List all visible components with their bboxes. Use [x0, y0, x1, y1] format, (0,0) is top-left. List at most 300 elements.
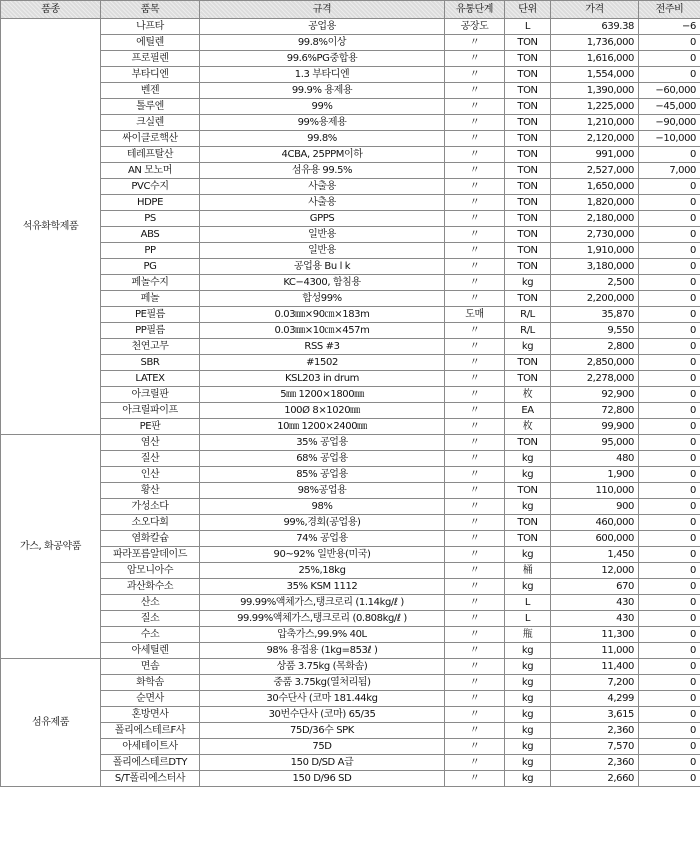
change-cell: 0: [639, 451, 700, 467]
table-row: [1, 179, 700, 195]
stage-cell: 〃: [445, 179, 505, 195]
item-cell: ABS: [101, 227, 200, 243]
price-cell: 1,210,000: [551, 115, 639, 131]
unit-cell: TON: [505, 51, 551, 67]
item-cell: PG: [101, 259, 200, 275]
unit-cell: TON: [505, 211, 551, 227]
price-cell: 3,180,000: [551, 259, 639, 275]
item-cell: 소오다회: [101, 515, 200, 531]
table-row: [1, 547, 700, 563]
stage-cell: 〃: [445, 291, 505, 307]
change-cell: 0: [639, 419, 700, 435]
table-row: [1, 403, 700, 419]
unit-cell: TON: [505, 147, 551, 163]
unit-cell: TON: [505, 179, 551, 195]
unit-cell: kg: [505, 691, 551, 707]
stage-cell: 〃: [445, 275, 505, 291]
spec-cell: 99.8%: [200, 131, 445, 147]
change-cell: 0: [639, 147, 700, 163]
stage-cell: 〃: [445, 115, 505, 131]
stage-cell: 〃: [445, 451, 505, 467]
unit-cell: TON: [505, 371, 551, 387]
spec-cell: 5㎜ 1200×1800㎜: [200, 387, 445, 403]
table-row: [1, 355, 700, 371]
unit-cell: TON: [505, 531, 551, 547]
change-cell: 0: [639, 531, 700, 547]
item-cell: 아세테이트사: [101, 739, 200, 755]
spec-cell: 합성99%: [200, 291, 445, 307]
price-cell: 2,120,000: [551, 131, 639, 147]
unit-cell: TON: [505, 67, 551, 83]
change-cell: 0: [639, 611, 700, 627]
stage-cell: 〃: [445, 579, 505, 595]
item-cell: 염산: [101, 435, 200, 451]
change-cell: 0: [639, 739, 700, 755]
unit-cell: TON: [505, 227, 551, 243]
change-cell: 0: [639, 483, 700, 499]
change-cell: −6: [639, 19, 700, 35]
price-cell: 2,730,000: [551, 227, 639, 243]
unit-cell: TON: [505, 163, 551, 179]
price-cell: 99,900: [551, 419, 639, 435]
stage-cell: 〃: [445, 627, 505, 643]
stage-cell: 〃: [445, 339, 505, 355]
stage-cell: 〃: [445, 771, 505, 787]
change-cell: 0: [639, 771, 700, 787]
table-row: [1, 643, 700, 659]
change-cell: −10,000: [639, 131, 700, 147]
change-cell: 0: [639, 643, 700, 659]
spec-cell: 74% 공업용: [200, 531, 445, 547]
table-row: [1, 211, 700, 227]
table-row: [1, 499, 700, 515]
unit-cell: kg: [505, 675, 551, 691]
spec-cell: 99%: [200, 99, 445, 115]
table-row: [1, 243, 700, 259]
table-row: [1, 259, 700, 275]
stage-cell: 〃: [445, 659, 505, 675]
item-cell: 산소: [101, 595, 200, 611]
change-cell: 0: [639, 211, 700, 227]
change-cell: 0: [639, 595, 700, 611]
stage-cell: 〃: [445, 707, 505, 723]
item-cell: 크실렌: [101, 115, 200, 131]
stage-cell: 〃: [445, 499, 505, 515]
table-row: [1, 371, 700, 387]
stage-cell: 〃: [445, 131, 505, 147]
price-cell: 110,000: [551, 483, 639, 499]
change-cell: 0: [639, 355, 700, 371]
stage-cell: 〃: [445, 483, 505, 499]
change-cell: 0: [639, 403, 700, 419]
table-row: [1, 755, 700, 771]
table-row: [1, 451, 700, 467]
spec-cell: RSS #3: [200, 339, 445, 355]
price-cell: 1,554,000: [551, 67, 639, 83]
stage-cell: 〃: [445, 403, 505, 419]
table-row: [1, 323, 700, 339]
stage-cell: 〃: [445, 435, 505, 451]
item-cell: 페놀수지: [101, 275, 200, 291]
item-cell: PP필름: [101, 323, 200, 339]
price-cell: 1,900: [551, 467, 639, 483]
unit-cell: 甁: [505, 627, 551, 643]
change-cell: 0: [639, 659, 700, 675]
item-cell: 화학솜: [101, 675, 200, 691]
category-cell: 섬유제품: [1, 659, 101, 787]
item-cell: 수소: [101, 627, 200, 643]
unit-cell: 桶: [505, 563, 551, 579]
table-row: [1, 339, 700, 355]
table-row: [1, 675, 700, 691]
unit-cell: kg: [505, 707, 551, 723]
item-cell: 페놀: [101, 291, 200, 307]
price-cell: 35,870: [551, 307, 639, 323]
price-cell: 4,299: [551, 691, 639, 707]
spec-cell: 35% 공업용: [200, 435, 445, 451]
price-cell: 480: [551, 451, 639, 467]
item-cell: 아크릴파이프: [101, 403, 200, 419]
table-row: [1, 147, 700, 163]
price-cell: 991,000: [551, 147, 639, 163]
spec-cell: 25%,18kg: [200, 563, 445, 579]
unit-cell: R/L: [505, 307, 551, 323]
spec-cell: 99.8%이상: [200, 35, 445, 51]
price-cell: 3,615: [551, 707, 639, 723]
table-row: [1, 435, 700, 451]
item-cell: PP: [101, 243, 200, 259]
price-cell: 7,200: [551, 675, 639, 691]
unit-cell: kg: [505, 467, 551, 483]
unit-cell: 枚: [505, 387, 551, 403]
unit-cell: 枚: [505, 419, 551, 435]
item-cell: 질산: [101, 451, 200, 467]
item-cell: 면솜: [101, 659, 200, 675]
price-cell: 72,800: [551, 403, 639, 419]
table-body: [1, 19, 700, 787]
spec-cell: 공업용: [200, 19, 445, 35]
price-cell: 670: [551, 579, 639, 595]
change-cell: 0: [639, 275, 700, 291]
spec-cell: KSL203 in drum: [200, 371, 445, 387]
table-row: [1, 611, 700, 627]
price-cell: 1,450: [551, 547, 639, 563]
table-row: [1, 115, 700, 131]
price-cell: 2,360: [551, 723, 639, 739]
spec-cell: 0.03㎜×90㎝×183m: [200, 307, 445, 323]
price-cell: 430: [551, 611, 639, 627]
item-cell: 벤젠: [101, 83, 200, 99]
spec-cell: 100Ø 8×1020㎜: [200, 403, 445, 419]
spec-cell: 일반용: [200, 227, 445, 243]
unit-cell: EA: [505, 403, 551, 419]
unit-cell: kg: [505, 339, 551, 355]
change-cell: 0: [639, 515, 700, 531]
unit-cell: TON: [505, 243, 551, 259]
item-cell: 부타디엔: [101, 67, 200, 83]
change-cell: 0: [639, 467, 700, 483]
price-cell: 2,360: [551, 755, 639, 771]
stage-cell: 〃: [445, 739, 505, 755]
price-cell: 2,850,000: [551, 355, 639, 371]
change-cell: 0: [639, 227, 700, 243]
stage-cell: 〃: [445, 515, 505, 531]
stage-cell: 〃: [445, 419, 505, 435]
unit-cell: L: [505, 19, 551, 35]
spec-cell: 4CBA, 25PPM이하: [200, 147, 445, 163]
header-spec: 규격: [200, 1, 445, 19]
item-cell: 질소: [101, 611, 200, 627]
spec-cell: 99.6%PG중합용: [200, 51, 445, 67]
stage-cell: 〃: [445, 675, 505, 691]
item-cell: 인산: [101, 467, 200, 483]
item-cell: LATEX: [101, 371, 200, 387]
stage-cell: 〃: [445, 355, 505, 371]
price-cell: 1,390,000: [551, 83, 639, 99]
unit-cell: TON: [505, 483, 551, 499]
spec-cell: 99.99%액체가스,탱크로리 (0.808kg/ℓ ): [200, 611, 445, 627]
change-cell: −45,000: [639, 99, 700, 115]
spec-cell: 99%,경회(공업용): [200, 515, 445, 531]
item-cell: PE필름: [101, 307, 200, 323]
table-row: [1, 515, 700, 531]
price-cell: 2,660: [551, 771, 639, 787]
unit-cell: kg: [505, 579, 551, 595]
stage-cell: 〃: [445, 211, 505, 227]
table-row: [1, 531, 700, 547]
item-cell: S/T폴리에스터사: [101, 771, 200, 787]
spec-cell: 상품 3.75kg (목화솜): [200, 659, 445, 675]
stage-cell: 〃: [445, 67, 505, 83]
price-cell: 600,000: [551, 531, 639, 547]
change-cell: 0: [639, 547, 700, 563]
unit-cell: R/L: [505, 323, 551, 339]
category-cell: 석유화학제품: [1, 19, 101, 435]
price-cell: 2,180,000: [551, 211, 639, 227]
header-stage: 유통단계: [445, 1, 505, 19]
price-cell: 95,000: [551, 435, 639, 451]
price-cell: 9,550: [551, 323, 639, 339]
spec-cell: 10㎜ 1200×2400㎜: [200, 419, 445, 435]
unit-cell: kg: [505, 723, 551, 739]
price-cell: 1,650,000: [551, 179, 639, 195]
change-cell: 0: [639, 723, 700, 739]
spec-cell: 일반용: [200, 243, 445, 259]
stage-cell: 〃: [445, 323, 505, 339]
spec-cell: 98% 용접용 (1kg=853ℓ ): [200, 643, 445, 659]
unit-cell: TON: [505, 259, 551, 275]
price-cell: 1,820,000: [551, 195, 639, 211]
item-cell: AN 모노머: [101, 163, 200, 179]
unit-cell: TON: [505, 35, 551, 51]
spec-cell: 150 D/SD A급: [200, 755, 445, 771]
item-cell: 싸이클로핵산: [101, 131, 200, 147]
stage-cell: 도매: [445, 307, 505, 323]
category-cell: 가스, 화공약품: [1, 435, 101, 659]
price-cell: 1,616,000: [551, 51, 639, 67]
spec-cell: 75D/36수 SPK: [200, 723, 445, 739]
stage-cell: 〃: [445, 259, 505, 275]
item-cell: 천연고무: [101, 339, 200, 355]
price-cell: 7,570: [551, 739, 639, 755]
unit-cell: TON: [505, 435, 551, 451]
unit-cell: kg: [505, 739, 551, 755]
stage-cell: 〃: [445, 547, 505, 563]
spec-cell: 90~92% 일반용(미국): [200, 547, 445, 563]
header-item: 품목: [101, 1, 200, 19]
unit-cell: L: [505, 595, 551, 611]
price-cell: 11,000: [551, 643, 639, 659]
change-cell: 0: [639, 179, 700, 195]
item-cell: 순면사: [101, 691, 200, 707]
unit-cell: TON: [505, 515, 551, 531]
change-cell: 0: [639, 35, 700, 51]
stage-cell: 〃: [445, 99, 505, 115]
price-cell: 2,278,000: [551, 371, 639, 387]
price-cell: 2,800: [551, 339, 639, 355]
table-row: [1, 163, 700, 179]
item-cell: 아크릴판: [101, 387, 200, 403]
change-cell: 0: [639, 435, 700, 451]
change-cell: −60,000: [639, 83, 700, 99]
spec-cell: 85% 공업용: [200, 467, 445, 483]
change-cell: 0: [639, 291, 700, 307]
price-cell: 900: [551, 499, 639, 515]
item-cell: 암모니아수: [101, 563, 200, 579]
unit-cell: kg: [505, 755, 551, 771]
spec-cell: 30번수단사 (코마) 65/35: [200, 707, 445, 723]
change-cell: 0: [639, 627, 700, 643]
table-row: [1, 307, 700, 323]
price-cell: 12,000: [551, 563, 639, 579]
table-row: [1, 291, 700, 307]
price-cell: 460,000: [551, 515, 639, 531]
spec-cell: 중품 3.75kg(열처리됨): [200, 675, 445, 691]
spec-cell: KC−4300, 함침용: [200, 275, 445, 291]
spec-cell: 30수단사 (코마 181.44kg: [200, 691, 445, 707]
table-row: [1, 707, 700, 723]
item-cell: HDPE: [101, 195, 200, 211]
change-cell: 0: [639, 563, 700, 579]
table-row: [1, 227, 700, 243]
change-cell: 7,000: [639, 163, 700, 179]
spec-cell: 사출용: [200, 195, 445, 211]
unit-cell: L: [505, 611, 551, 627]
table-row: [1, 35, 700, 51]
table-row: [1, 659, 700, 675]
spec-cell: 98%: [200, 499, 445, 515]
item-cell: PS: [101, 211, 200, 227]
price-cell: 639.38: [551, 19, 639, 35]
stage-cell: 〃: [445, 243, 505, 259]
item-cell: 아세틸렌: [101, 643, 200, 659]
change-cell: 0: [639, 323, 700, 339]
unit-cell: kg: [505, 643, 551, 659]
unit-cell: TON: [505, 131, 551, 147]
table-row: [1, 579, 700, 595]
change-cell: 0: [639, 51, 700, 67]
item-cell: PE판: [101, 419, 200, 435]
header-unit: 단위: [505, 1, 551, 19]
item-cell: 톨루엔: [101, 99, 200, 115]
stage-cell: 〃: [445, 371, 505, 387]
change-cell: 0: [639, 243, 700, 259]
table-row: [1, 483, 700, 499]
spec-cell: 68% 공업용: [200, 451, 445, 467]
unit-cell: kg: [505, 451, 551, 467]
table-row: [1, 67, 700, 83]
price-cell: 2,500: [551, 275, 639, 291]
unit-cell: kg: [505, 275, 551, 291]
item-cell: 프로필렌: [101, 51, 200, 67]
stage-cell: 〃: [445, 51, 505, 67]
item-cell: 혼방면사: [101, 707, 200, 723]
item-cell: 폴리에스테르F사: [101, 723, 200, 739]
stage-cell: 〃: [445, 163, 505, 179]
spec-cell: 75D: [200, 739, 445, 755]
change-cell: 0: [639, 67, 700, 83]
stage-cell: 〃: [445, 643, 505, 659]
table-row: [1, 595, 700, 611]
change-cell: 0: [639, 371, 700, 387]
spec-cell: 99%용제용: [200, 115, 445, 131]
stage-cell: 〃: [445, 147, 505, 163]
item-cell: 염화칼슘: [101, 531, 200, 547]
table-row: [1, 723, 700, 739]
change-cell: 0: [639, 675, 700, 691]
unit-cell: TON: [505, 115, 551, 131]
item-cell: 가성소다: [101, 499, 200, 515]
item-cell: PVC수지: [101, 179, 200, 195]
change-cell: 0: [639, 307, 700, 323]
change-cell: −90,000: [639, 115, 700, 131]
spec-cell: 섬유용 99.5%: [200, 163, 445, 179]
change-cell: 0: [639, 259, 700, 275]
stage-cell: 〃: [445, 755, 505, 771]
table-row: [1, 83, 700, 99]
unit-cell: TON: [505, 83, 551, 99]
price-cell: 2,527,000: [551, 163, 639, 179]
stage-cell: 〃: [445, 563, 505, 579]
price-cell: 430: [551, 595, 639, 611]
price-cell: 1,910,000: [551, 243, 639, 259]
price-cell: 1,225,000: [551, 99, 639, 115]
item-cell: 과산화수소: [101, 579, 200, 595]
stage-cell: 〃: [445, 227, 505, 243]
table-row: [1, 131, 700, 147]
header-row: [1, 1, 700, 19]
change-cell: 0: [639, 707, 700, 723]
table-row: [1, 51, 700, 67]
table-row: [1, 387, 700, 403]
change-cell: 0: [639, 755, 700, 771]
stage-cell: 〃: [445, 595, 505, 611]
spec-cell: 공업용 Bu l k: [200, 259, 445, 275]
spec-cell: 150 D/96 SD: [200, 771, 445, 787]
unit-cell: kg: [505, 499, 551, 515]
unit-cell: TON: [505, 355, 551, 371]
table-row: [1, 275, 700, 291]
table-row: [1, 771, 700, 787]
stage-cell: 〃: [445, 723, 505, 739]
spec-cell: 98%공업용: [200, 483, 445, 499]
change-cell: 0: [639, 691, 700, 707]
stage-cell: 〃: [445, 467, 505, 483]
table-row: [1, 627, 700, 643]
spec-cell: 사출용: [200, 179, 445, 195]
price-cell: 2,200,000: [551, 291, 639, 307]
item-cell: 에틸렌: [101, 35, 200, 51]
